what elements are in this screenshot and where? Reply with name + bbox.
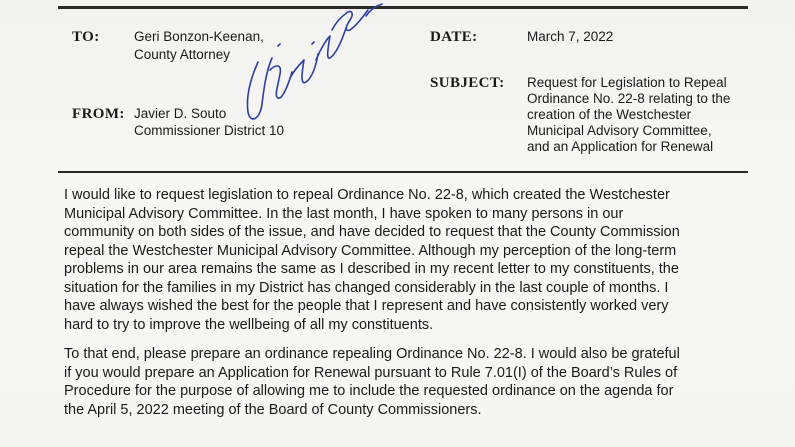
to-label: TO: — [72, 29, 100, 45]
text-line: problems in our area remains the same as I described in my recent letter to my constituents, the — [64, 261, 679, 277]
subject-line: creation of the Westchester — [527, 107, 692, 122]
top-rule — [58, 6, 748, 9]
text-line: Procedure for the purpose of allowing me to include the requested ordinance on the agenda for — [64, 383, 674, 399]
date-value: March 7, 2022 — [527, 29, 614, 44]
text-line: Municipal Advisory Committee. In the last month, I have spoken to many persons in our — [64, 205, 624, 222]
from-name: Javier D. Souto — [134, 106, 227, 121]
text-line: community on both sides of the issue, and have decided to request that the County Commission — [64, 224, 680, 240]
from-label: FROM: — [72, 106, 125, 122]
text-line: repeal the Westchester Municipal Advisory Committee. Although my perception of the long-term — [64, 242, 677, 259]
body-paragraph-2 — [64, 345, 754, 419]
date-label: DATE: — [430, 29, 478, 45]
subject-line: Request for Legislation to Repeal — [527, 75, 727, 90]
body-paragraph-1 — [64, 186, 754, 334]
subject-line: Ordinance No. 22-8 relating to the — [527, 91, 731, 106]
subject-label: SUBJECT: — [430, 75, 505, 91]
to-title: County Attorney — [134, 47, 231, 62]
subject-line: and an Application for Renewal — [527, 139, 714, 154]
subject-line: Municipal Advisory Committee, — [527, 123, 712, 138]
handwritten-signature — [218, 0, 388, 130]
to-name: Geri Bonzon-Keenan, — [134, 29, 264, 44]
text-line: situation for the families in my District has changed considerably in the last couple of months. I — [64, 279, 669, 296]
subject-text — [527, 75, 730, 155]
from-title: Commissioner District 10 — [134, 123, 285, 138]
text-line: hard to try to improve the wellbeing of all my constituents. — [64, 316, 434, 333]
text-line: have always wished the best for the people that I represent and have consistently worked very — [64, 298, 669, 314]
text-line: if you would prepare an Application for Renewal pursuant to Rule 7.01(I) of the Board’s Rules of — [64, 364, 678, 381]
text-line: the April 5, 2022 meeting of the Board of County Commissioners. — [64, 401, 482, 418]
text-line: I would like to request legislation to repeal Ordinance No. 22-8, which created the Westchester — [64, 187, 670, 203]
text-line: To that end, please prepare an ordinance repealing Ordinance No. 22-8. I would also be grateful — [64, 346, 680, 362]
header-divider — [58, 171, 748, 173]
